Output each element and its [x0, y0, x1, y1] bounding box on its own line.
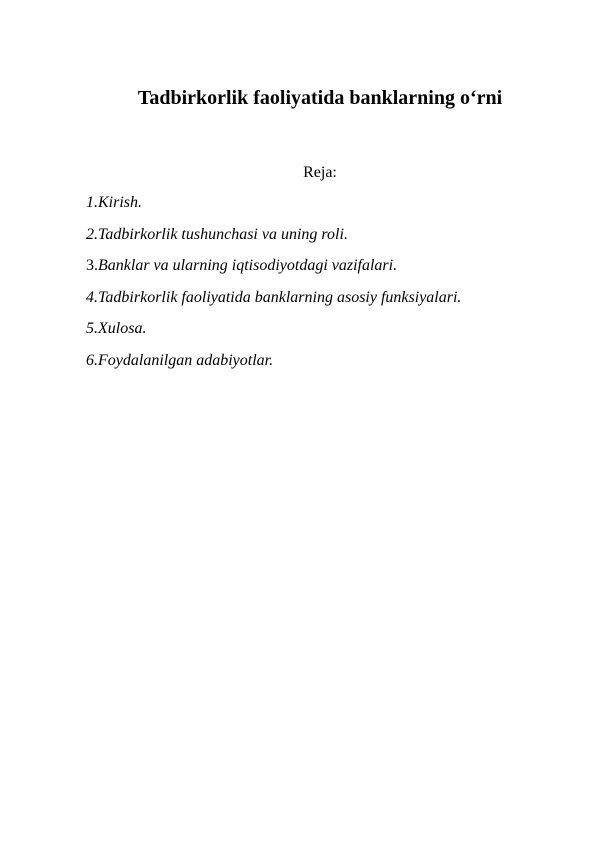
toc-item-number: 4. [86, 288, 98, 306]
toc-item-number: 1. [86, 194, 98, 211]
toc-item [86, 319, 461, 351]
toc-item [86, 351, 461, 383]
plan-heading: Reja: [303, 164, 337, 181]
toc-item-number: 6. [86, 351, 98, 369]
toc-item [86, 193, 461, 225]
toc-item-text: Tadbirkorlik tushunchasi va uning roli. [98, 225, 348, 243]
toc-item-text: Banklar va ularning iqtisodiyotdagi vazifalari. [98, 257, 398, 274]
document-title: Tadbirkorlik faoliyatida banklarning o‘rni [137, 87, 503, 109]
toc-item-text: Tadbirkorlik faoliyatida banklarning asosiy funksiyalari. [98, 288, 462, 306]
table-of-contents [86, 193, 461, 382]
toc-item-text: Foydalanilgan adabiyotlar. [98, 351, 274, 369]
toc-item [86, 256, 461, 288]
toc-item [86, 225, 461, 257]
toc-item-number: 5. [86, 320, 98, 337]
toc-item-text: Kirish. [98, 194, 143, 211]
toc-item-number: 2. [86, 225, 98, 243]
toc-item-number: 3. [86, 257, 98, 274]
toc-item-text: Xulosa. [98, 320, 147, 337]
toc-item [86, 288, 461, 320]
